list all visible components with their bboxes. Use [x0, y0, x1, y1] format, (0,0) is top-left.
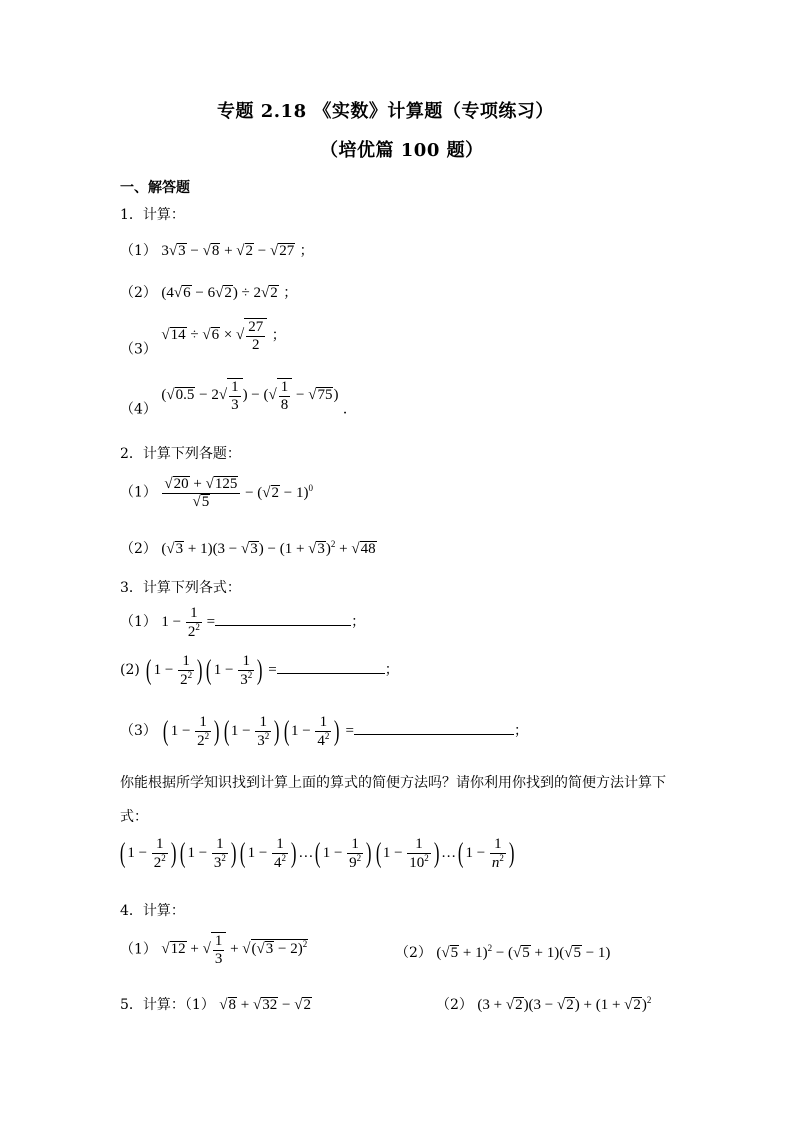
q4-p2-expr: $(√5 + 1)^2 - (√5 + 1)(√5 - 1)$	[436, 943, 611, 961]
q1-p3-label: （3）	[120, 341, 157, 358]
q3-p1-expr: 1 − $\frac{1}{2^2}$ =	[161, 605, 216, 640]
q1-p3-expr: √14 ÷ √6 × √ $\frac{27}{2}$	[161, 327, 267, 343]
q4-part2	[395, 942, 610, 962]
q1-p4-label: （4）	[120, 401, 157, 418]
q1-p3-semi: ；	[271, 327, 286, 344]
q3-p2-expr: ( 1 − $\frac{1}{2^2}$ ) ( 1 − $\frac{1}{3^2}$ ) =	[146, 653, 277, 688]
q4-p2-label: （2）	[395, 945, 432, 961]
q2-part1	[120, 476, 313, 511]
q1-p1-expr: 3√3 − √8 + √2 − √27	[161, 243, 295, 259]
q1-part4	[120, 378, 357, 418]
q3-text-line2: 式：	[120, 809, 148, 825]
q5-p1-expr: √8 + √32 − √2	[219, 997, 311, 1013]
q2-p2-label: （2）	[120, 541, 157, 557]
q5-p2-expr: $(3 + √2)(3 - √2) + (1 + √2)^2$	[477, 995, 652, 1013]
q3-final-expr: ( 1 − $\frac{1}{2^2}$ ) ( 1 − $\frac{1}{3^2}$ ) ( 1 − $\frac{1}{4^2}$ ) …( 1 − $\frac{1}{9^2}$ ) ( 1 − $\frac{1}{10^2}$ ) …( 1 − $\frac{1}{n^2}$ )	[119, 836, 515, 871]
q4-p1-expr: √12 + √ $\frac{1}{3}$ + $√(√3 - 2)^2$	[161, 933, 308, 967]
q5-part2	[436, 994, 651, 1014]
q1-part2	[120, 282, 297, 302]
q1-part1	[120, 240, 314, 260]
title-line-1: 专题 2.18 《实数》计算题（专项练习）	[217, 101, 554, 122]
q1-p4-expr: (√0.5 − 2√ $\frac{1}{3}$ ) − (√ $\frac{1}{8}$ − √75)	[161, 379, 339, 413]
q4-stem: 4．计算：	[120, 903, 185, 919]
q1-part3	[120, 318, 286, 358]
q3-p3-answer-blank[interactable]	[354, 734, 514, 735]
q5-p1-label: （1）	[184, 997, 215, 1013]
q3-p3-expr: ( 1 − $\frac{1}{2^2}$ ) ( 1 − $\frac{1}{3^2}$ ) ( 1 − $\frac{1}{4^2}$ ) =	[163, 714, 354, 749]
q1-p2-semi: ；	[283, 285, 298, 301]
q3-p1-answer-blank[interactable]	[215, 625, 351, 626]
q4-part1	[120, 932, 308, 967]
q1-stem: 1．计算：	[120, 207, 185, 223]
q1-p2-expr: (4√6 − 6√2) ÷ 2√2	[161, 285, 278, 301]
q4-p1-label: （1）	[120, 941, 157, 958]
q2-stem: 2．计算下列各题：	[120, 446, 241, 462]
q3-stem: 3．计算下列各式：	[120, 580, 241, 596]
q3-p1-label: （1）	[120, 613, 157, 630]
q2-p1-expr: $\frac{√20 + √125}{√5}$ − $(√2 - 1)^0$	[164, 476, 313, 510]
q5-stem: 5．计算：	[120, 997, 185, 1013]
title-line-2: （培优篇 100 题）	[320, 140, 484, 161]
q3-p3-semi: ；	[513, 722, 528, 739]
q1-p1-semi: ；	[299, 243, 314, 259]
section-heading: 一、解答题	[120, 180, 190, 196]
q1-p1-label: （1）	[120, 243, 157, 259]
q3-p2-semi: ；	[384, 661, 399, 678]
q3-p3-label: （3）	[120, 722, 157, 739]
q1-p4-period: ．	[342, 401, 357, 418]
q3-part3	[120, 714, 528, 749]
q3-part2	[120, 653, 399, 688]
q2-p2-expr: $(√3 + 1)(3 - √3) - (1 + √3)^2 + √48$	[161, 539, 376, 557]
q3-p1-semi: ；	[351, 613, 366, 630]
q3-final	[118, 836, 516, 871]
q5-part1	[120, 994, 312, 1014]
q3-p2-answer-blank[interactable]	[277, 673, 385, 674]
q3-part1	[120, 605, 365, 640]
q3-p2-label: (2)	[120, 661, 140, 678]
q2-part2	[120, 538, 377, 558]
q1-p2-label: （2）	[120, 285, 157, 301]
q5-p2-label: （2）	[436, 997, 473, 1013]
q3-text-line1: 你能根据所学知识找到计算上面的算式的简便方法吗？请你利用你找到的简便方法计算下	[120, 775, 666, 791]
q2-p1-label: （1）	[120, 484, 157, 501]
